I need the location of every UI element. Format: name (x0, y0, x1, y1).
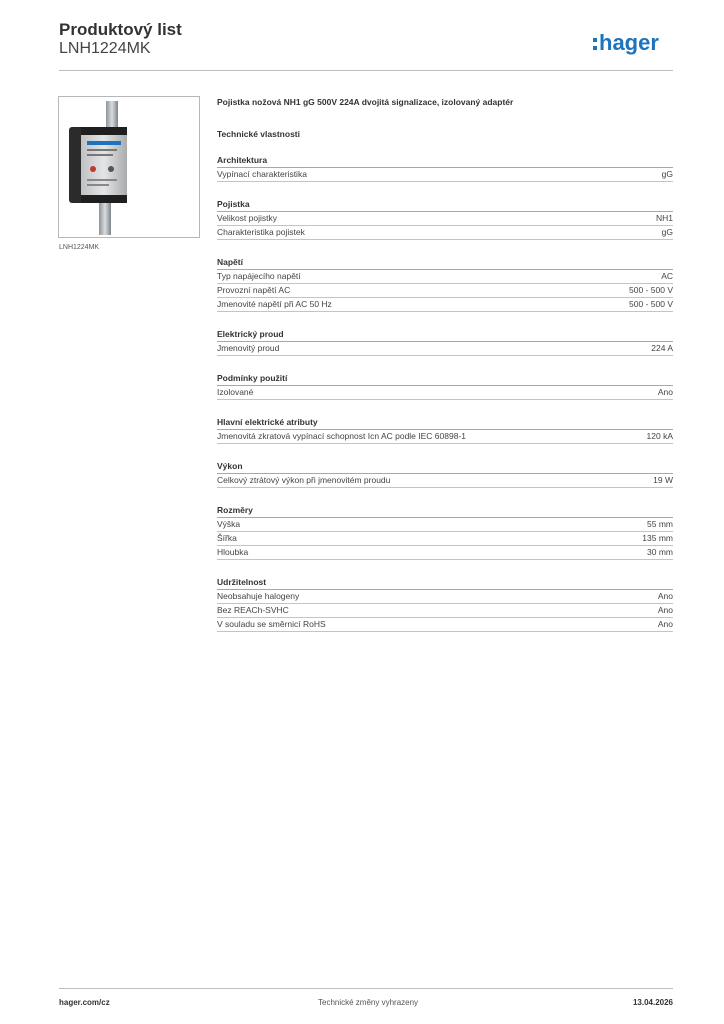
property-section (217, 576, 673, 632)
product-image (58, 96, 200, 238)
property-value: Ano (657, 605, 673, 615)
property-row (217, 546, 673, 560)
footer-date: 13.04.2026 (632, 998, 673, 1007)
property-row (217, 590, 673, 604)
property-label: Šířka (217, 533, 237, 543)
property-row (217, 532, 673, 546)
property-label: Celkový ztrátový výkon při jmenovitém proudu (217, 475, 391, 485)
section-title: Elektrický proud (217, 328, 673, 342)
footer-note: Technické změny vyhrazeny (318, 998, 419, 1007)
property-label: V souladu se směrnicí RoHS (217, 619, 326, 629)
property-value: 135 mm (642, 533, 673, 543)
image-caption: LNH1224MK (59, 244, 100, 251)
property-row (217, 386, 673, 400)
fuse-illustration (59, 97, 199, 237)
property-section (217, 416, 673, 444)
page-title: Produktový list (59, 20, 182, 39)
property-value: gG (661, 227, 673, 237)
property-row (217, 518, 673, 532)
property-label: Vypínací charakteristika (217, 169, 307, 179)
property-value: 19 W (653, 475, 673, 485)
section-title: Architektura (217, 154, 673, 168)
property-value: 224 A (651, 343, 673, 353)
property-value: NH1 (655, 213, 673, 223)
property-row (217, 604, 673, 618)
tech-properties-heading: Technické vlastnosti (217, 129, 300, 139)
section-title: Výkon (217, 460, 673, 474)
property-section (217, 154, 673, 182)
property-label: Provozní napětí AC (217, 285, 291, 295)
property-row (217, 430, 673, 444)
property-value: 30 mm (647, 547, 673, 557)
section-title: Pojistka (217, 198, 673, 212)
property-label: Výška (217, 519, 241, 529)
property-label: Izolované (217, 387, 254, 397)
header-divider (59, 70, 673, 71)
property-row (217, 212, 673, 226)
property-section (217, 198, 673, 240)
property-row (217, 168, 673, 182)
property-label: Jmenovitý proud (217, 343, 280, 353)
property-row (217, 342, 673, 356)
property-label: Hloubka (217, 547, 249, 557)
footer-divider (59, 988, 673, 989)
property-value: 120 kA (646, 431, 673, 441)
section-title: Rozměry (217, 504, 673, 518)
section-title: Udržitelnost (217, 576, 673, 590)
product-description: Pojistka nožová NH1 gG 500V 224A dvojitá signalizace, izolovaný adaptér (217, 97, 514, 107)
property-value: Ano (657, 619, 673, 629)
logo-text: hager (599, 30, 659, 55)
property-row (217, 270, 673, 284)
hager-logo (592, 27, 674, 57)
property-label: Neobsahuje halogeny (217, 591, 300, 601)
footer-website-link[interactable]: hager.com/cz (59, 998, 110, 1007)
section-title: Hlavní elektrické atributy (217, 416, 673, 430)
property-value: gG (661, 169, 673, 179)
property-section (217, 372, 673, 400)
section-title: Podmínky použití (217, 372, 673, 386)
property-row (217, 226, 673, 240)
property-value: 500 - 500 V (629, 299, 673, 309)
property-section (217, 460, 673, 488)
property-row (217, 474, 673, 488)
property-value: AC (661, 271, 673, 281)
property-label: Jmenovité napětí při AC 50 Hz (217, 299, 332, 309)
property-row (217, 284, 673, 298)
property-section (217, 328, 673, 356)
section-title: Napětí (217, 256, 673, 270)
property-value: Ano (657, 387, 673, 397)
property-label: Typ napájecího napětí (217, 271, 301, 281)
property-section (217, 504, 673, 560)
property-label: Charakteristika pojistek (217, 227, 305, 237)
property-row (217, 298, 673, 312)
property-section (217, 256, 673, 312)
property-label: Bez REACh-SVHC (217, 605, 289, 615)
product-details (217, 96, 673, 632)
property-label: Jmenovitá zkratová vypínací schopnost Icn AC podle IEC 60898-1 (217, 431, 466, 441)
product-code: LNH1224MK (59, 40, 151, 57)
property-label: Velikost pojistky (217, 213, 277, 223)
property-value: Ano (657, 591, 673, 601)
property-row (217, 618, 673, 632)
property-value: 55 mm (647, 519, 673, 529)
properties-table (217, 154, 673, 632)
property-value: 500 - 500 V (629, 285, 673, 295)
